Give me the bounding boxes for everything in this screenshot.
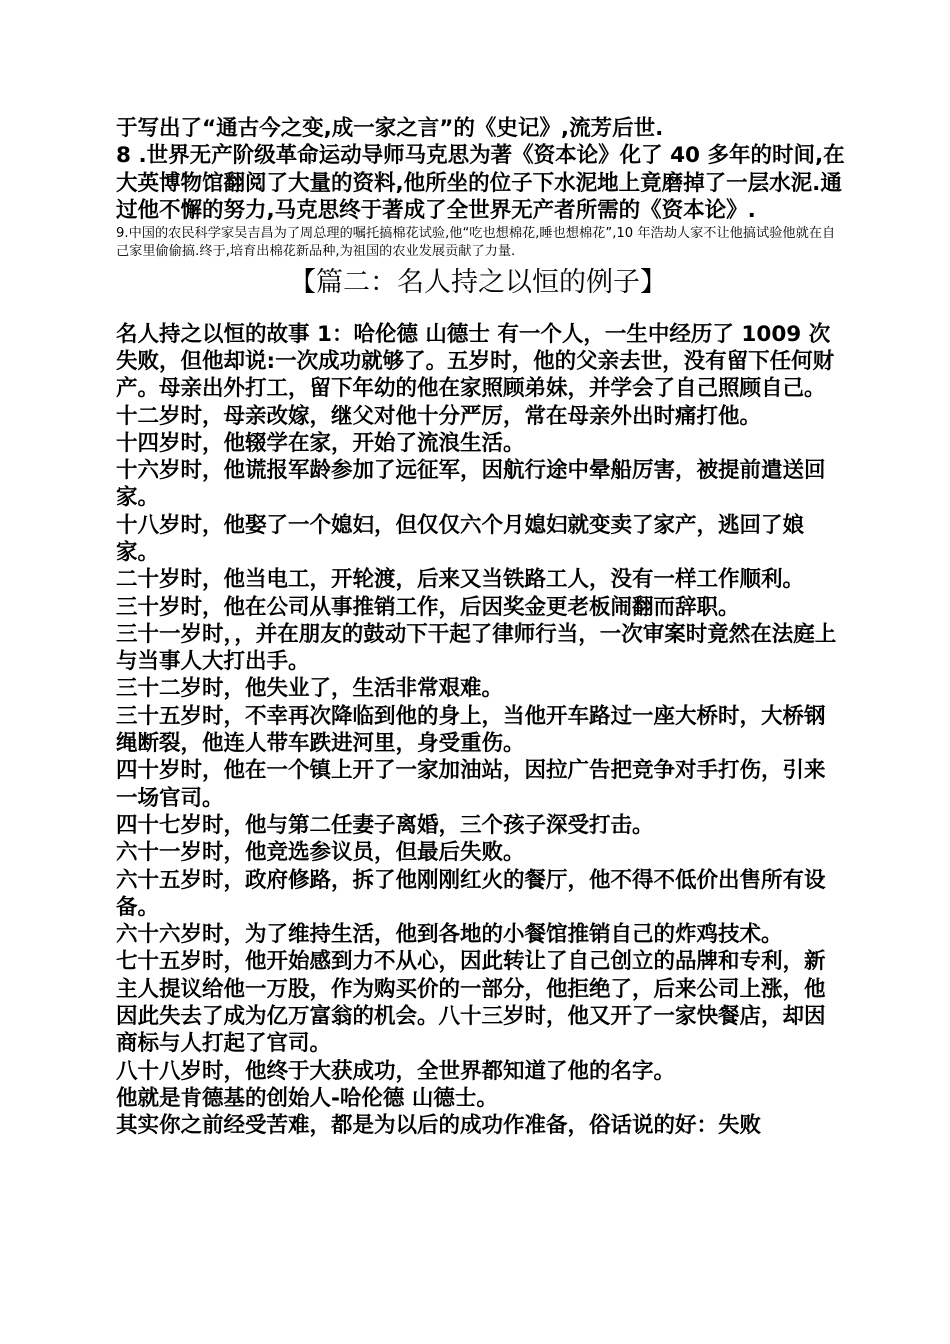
story-paragraph: 六十五岁时，政府修路，拆了他刚刚红火的餐厅，他不得不低价出售所有设备。 — [116, 867, 826, 920]
story-paragraph: 六十六岁时，为了维持生活，他到各地的小餐馆推销自己的炸鸡技术。 — [116, 922, 783, 948]
story-paragraph: 四十岁时，他在一个镇上开了一家加油站，因拉广告把竞争对手打伤，引来一场官司。 — [116, 758, 826, 811]
story-paragraph: 二十岁时，他当电工，开轮渡，后来又当铁路工人，没有一样工作顺利。 — [116, 567, 805, 593]
story-paragraph: 名人持之以恒的故事 1：哈伦德 山德士 有一个人，一生中经历了 1009 次失败，但他却说:一次成功就够了。五岁时，他的父亲去世，没有留下任何财产。母亲出外打工，留下年幼的他在家照顾弟妹，并学会了自己照顾自己。 — [116, 321, 835, 402]
story-paragraph: 八十八岁时，他终于大获成功，全世界都知道了他的名字。 — [116, 1058, 676, 1084]
story-paragraph: 四十七岁时，他与第二任妻子离婚，三个孩子深受打击。 — [116, 812, 654, 838]
story-paragraph: 七十五岁时，他开始感到力不从心，因此转让了自己创立的品牌和专利，新主人提议给他一万股，作为购买价的一部分，他拒绝了，后来公司上涨，他因此失去了成为亿万富翁的机会。八十三岁时，他又开了一家快餐店，却因商标与人打起了官司。 — [116, 949, 826, 1057]
story-paragraph: 十八岁时，他娶了一个媳妇，但仅仅六个月媳妇就变卖了家产，逃回了娘家。 — [116, 512, 805, 565]
story-paragraph: 他就是肯德基的创始人-哈伦德 山德士。 — [116, 1085, 498, 1111]
story-paragraph: 其实你之前经受苦难，都是为以后的成功作准备，俗话说的好：失败 — [116, 1113, 762, 1139]
intro-paragraph-3: 9.中国的农民科学家吴吉昌为了周总理的嘱托搞棉花试验,他“吃也想棉花,睡也想棉花”,10 年浩劫人家不让他搞试验他就在自己家里偷偷搞.终于,培育出棉花新品种,为祖国的农业发展贡献了力量. — [116, 225, 836, 259]
document-page — [116, 115, 846, 1140]
intro-paragraph-2: 8 .世界无产阶级革命运动导师马克思为著《资本论》化了 40 多年的时间,在大英博物馆翻阅了大量的资料,他所坐的位子下水泥地上竟磨掉了一层水泥.通过他不懈的努力,马克思终于著成了全世界无产者所需的《资本论》. — [116, 143, 845, 224]
section-title: 【篇二：名人持之以恒的例子】 — [289, 266, 667, 298]
story-paragraph: 十四岁时，他辍学在家，开始了流浪生活。 — [116, 430, 525, 456]
story-paragraph: 六十一岁时，他竞选参议员，但最后失败。 — [116, 840, 525, 866]
story-paragraph: 三十五岁时，不幸再次降临到他的身上，当他开车路过一座大桥时，大桥钢绳断裂，他连人带车跌进河里，身受重伤。 — [116, 703, 826, 757]
story-body — [116, 321, 846, 1140]
story-paragraph: 三十岁时，他在公司从事推销工作，后因奖金更老板闹翻而辞职。 — [116, 594, 740, 620]
story-paragraph: 三十二岁时，他失业了，生活非常艰难。 — [116, 676, 504, 702]
story-paragraph: 十二岁时，母亲改嫁，继父对他十分严厉，常在母亲外出时痛打他。 — [116, 403, 762, 429]
story-paragraph: 三十一岁时，，并在朋友的鼓动下干起了律师行当，一次审案时竟然在法庭上与当事人大打出手。 — [116, 621, 837, 675]
story-paragraph: 十六岁时，他谎报军龄参加了远征军，因航行途中晕船厉害，被提前遣送回家。 — [116, 458, 826, 511]
intro-paragraph-1: 于写出了“通古今之变,成一家之言”的《史记》,流芳后世. — [116, 116, 664, 141]
